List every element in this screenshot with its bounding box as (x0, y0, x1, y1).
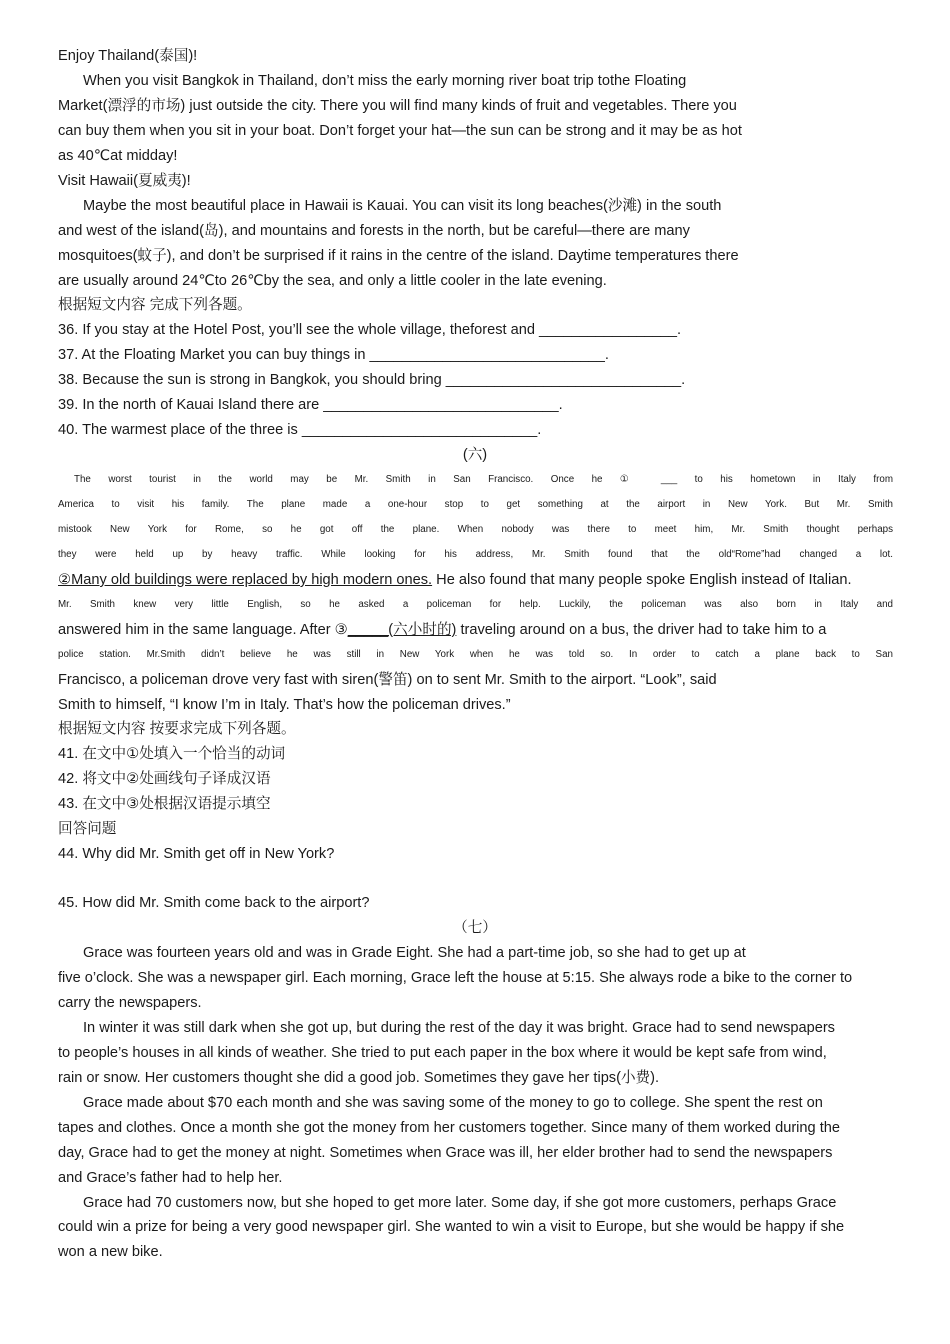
text-line: Grace had 70 customers now, but she hoped to get more later. Some day, if she got more customers, perhaps Grace (83, 1195, 837, 1211)
question-45: 45. How did Mr. Smith come back to the airport? (58, 895, 370, 911)
text-line: won a new bike. (58, 1244, 163, 1260)
text-line (58, 571, 852, 589)
text-span: answered him in the same language. After ③ (58, 622, 348, 638)
question-39: 39. In the north of Kauai Island there are _____________________________. (58, 397, 563, 413)
text-line: In winter it was still dark when she got up, but during the rest of the day it was bright. Grace had to send newspapers (83, 1020, 835, 1036)
text-line: Smith to himself, “I know I’m in Italy. That’s how the policeman drives.” (58, 697, 511, 713)
text-line: carry the newspapers. (58, 995, 202, 1011)
text-line: can buy them when you sit in your boat. Don’t forget your hat—the sun can be strong and it may be as hot (58, 123, 742, 139)
text-line: Francisco, a policeman drove very fast with siren(警笛) on to sent Mr. Smith to the airport. “Look”, said (58, 672, 717, 688)
text-line: and Grace’s father had to help her. (58, 1170, 283, 1186)
text-line: are usually around 24℃to 26℃by the sea, and only a little cooler in the late evening. (58, 273, 607, 289)
question-36: 36. If you stay at the Hotel Post, you’ll see the whole village, theforest and _________________. (58, 322, 682, 338)
text-line: Grace was fourteen years old and was in Grade Eight. She had a part-time job, so she had to get up at (83, 945, 746, 961)
text-line: Market(漂浮的市场) just outside the city. There you will find many kinds of fruit and vegetables. There you (58, 98, 737, 114)
section-heading-6: (六) (462, 447, 488, 463)
text-line: Grace made about $70 each month and she was saving some of the money to go to college. She spent the rest on (83, 1095, 823, 1111)
blank-hint: _____(六小时的) (347, 622, 457, 638)
text-line: could win a prize for being a very good newspaper girl. She wanted to win a visit to Europe, but she would be happy if she (58, 1219, 845, 1235)
underlined-sentence: ②Many old buildings were replaced by high modern ones. (58, 572, 433, 588)
instruction-line: 根据短文内容 按要求完成下列各题。 (58, 721, 296, 737)
text-line: as 40℃at midday! (58, 148, 178, 164)
text-line: tapes and clothes. Once a month she got the money from her customers together. Since many of them worked during the (58, 1120, 840, 1136)
text-line: and west of the island(岛), and mountains and forests in the north, but be careful—there are many (58, 223, 690, 239)
question-44: 44. Why did Mr. Smith get off in New York? (58, 846, 335, 862)
text-line: mistook New York for Rome, so he got off the plane. When nobody was there to meet him, Mr. Smith thought perhaps (58, 524, 893, 535)
text-line: to people’s houses in all kinds of weather. She tried to put each paper in the box where it would be kept safe from wind, (58, 1045, 827, 1061)
question-37: 37. At the Floating Market you can buy things in _____________________________. (58, 347, 609, 363)
question-40: 40. The warmest place of the three is _____________________________. (58, 422, 542, 438)
text-line: Mr. Smith knew very little English, so he asked a policeman for help. Luckily, the policeman was also born in Italy and (58, 599, 893, 610)
question-38: 38. Because the sun is strong in Bangkok, you should bring _____________________________. (58, 372, 686, 388)
instruction-line: 回答问题 (58, 821, 117, 837)
text-line (58, 621, 826, 639)
text-line: five o’clock. She was a newspaper girl. Each morning, Grace left the house at 5:15. She always rode a bike to the corner to (58, 970, 853, 986)
heading-thailand: Enjoy Thailand(泰国)! (58, 48, 198, 64)
text-line: Maybe the most beautiful place in Hawaii is Kauai. You can visit its long beaches(沙滩) in the south (83, 198, 722, 214)
text-line: America to visit his family. The plane made a one-hour stop to get something at the airport in New York. But Mr. Smith (58, 499, 893, 510)
text-span: He also found that many people spoke English instead of Italian. (432, 572, 852, 588)
text-span: traveling around on a bus, the driver had to take him to a (456, 622, 827, 638)
text-line: police station. Mr.Smith didn’t believe he was still in New York when he was told so. In order to catch a plane back to San (58, 649, 893, 660)
section-heading-7: （七） (453, 920, 497, 936)
text-line: day, Grace had to get the money at night. Sometimes when Grace was ill, her elder brother had to send the newspapers (58, 1145, 833, 1161)
text-line: rain or snow. Her customers thought she did a good job. Sometimes they gave her tips(小费). (58, 1070, 660, 1086)
question-41: 41. 在文中①处填入一个恰当的动词 (58, 746, 286, 762)
question-42: 42. 将文中②处画线句子译成汉语 (58, 771, 271, 787)
question-43: 43. 在文中③处根据汉语提示填空 (58, 796, 271, 812)
text-line: mosquitoes(蚊子), and don’t be surprised if it rains in the centre of the island. Daytime temperatures there (58, 248, 739, 264)
text-line: they were held up by heavy traffic. While looking for his address, Mr. Smith found that the old“Rome”had changed a lot. (58, 549, 893, 560)
text-line: The worst tourist in the world may be Mr. Smith in San Francisco. Once he ① ___ to his hometown in Italy from (74, 474, 893, 485)
heading-hawaii: Visit Hawaii(夏威夷)! (58, 173, 191, 189)
instruction-line: 根据短文内容 完成下列各题。 (58, 297, 252, 313)
text-line: When you visit Bangkok in Thailand, don’t miss the early morning river boat trip tothe Floating (83, 73, 687, 89)
